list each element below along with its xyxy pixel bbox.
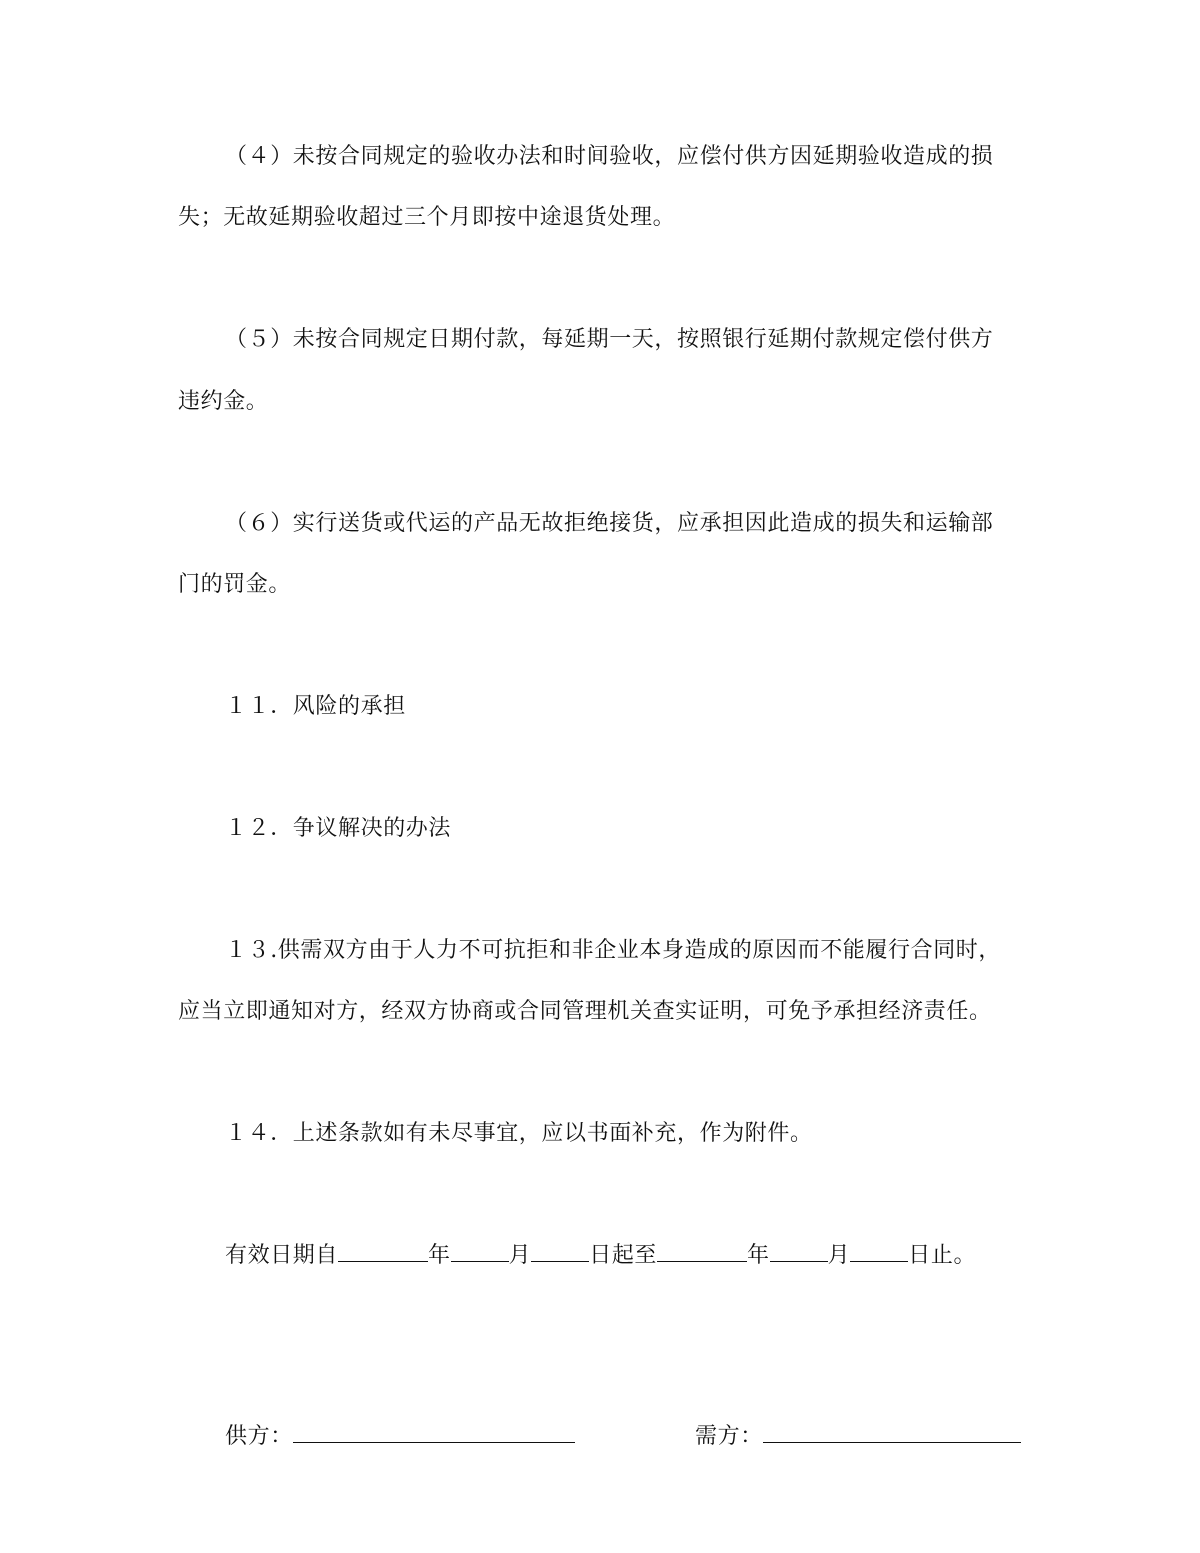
clause-4-line-1: （４）未按合同规定的验收办法和时间验收，应偿付供方因延期验收造成的损 bbox=[225, 144, 994, 169]
supplier-signature bbox=[225, 1422, 575, 1452]
supplier-signature-blank[interactable] bbox=[293, 1422, 575, 1443]
end-month-blank[interactable] bbox=[770, 1241, 828, 1262]
validity-year-2: 年 bbox=[747, 1243, 770, 1268]
signature-row bbox=[225, 1422, 1025, 1454]
validity-month-1: 月 bbox=[508, 1243, 532, 1268]
item-14-text: １４．上述条款如有未尽事宜，应以书面补充，作为附件。 bbox=[225, 1121, 813, 1146]
buyer-signature-blank[interactable] bbox=[763, 1422, 1021, 1443]
end-year-blank[interactable] bbox=[657, 1241, 747, 1262]
buyer-label: 需方： bbox=[695, 1424, 763, 1449]
end-day-blank[interactable] bbox=[850, 1241, 908, 1262]
item-13-line-1: １３.供需双方由于人力不可抗拒和非企业本身造成的原因而不能履行合同时， bbox=[225, 938, 1001, 963]
validity-month-2: 月 bbox=[827, 1243, 851, 1268]
validity-line bbox=[225, 1241, 1075, 1271]
item-12-heading: １２．争议解决的办法 bbox=[225, 816, 452, 841]
buyer-signature bbox=[695, 1422, 1021, 1452]
clause-4-line-2: 失；无故延期验收超过三个月即按中途退货处理。 bbox=[178, 205, 676, 230]
clause-5-line-2: 违约金。 bbox=[178, 389, 269, 414]
clause-5-line-1: （５）未按合同规定日期付款，每延期一天，按照银行延期付款规定偿付供方 bbox=[225, 327, 994, 352]
start-year-blank[interactable] bbox=[338, 1241, 428, 1262]
item-13-line-2: 应当立即通知对方，经双方协商或合同管理机关查实证明，可免予承担经济责任。 bbox=[178, 999, 992, 1024]
validity-year-1: 年 bbox=[428, 1243, 451, 1268]
validity-prefix: 有效日期自 bbox=[225, 1243, 339, 1268]
start-day-blank[interactable] bbox=[531, 1241, 589, 1262]
validity-day-1: 日起至 bbox=[589, 1243, 658, 1268]
start-month-blank[interactable] bbox=[451, 1241, 509, 1262]
clause-6-line-1: （６）实行送货或代运的产品无故拒绝接货，应承担因此造成的损失和运输部 bbox=[225, 511, 994, 536]
clause-6-line-2: 门的罚金。 bbox=[178, 572, 292, 597]
supplier-label: 供方： bbox=[225, 1424, 293, 1449]
item-11-heading: １１．风险的承担 bbox=[225, 694, 406, 719]
validity-day-2: 日止。 bbox=[908, 1243, 977, 1268]
